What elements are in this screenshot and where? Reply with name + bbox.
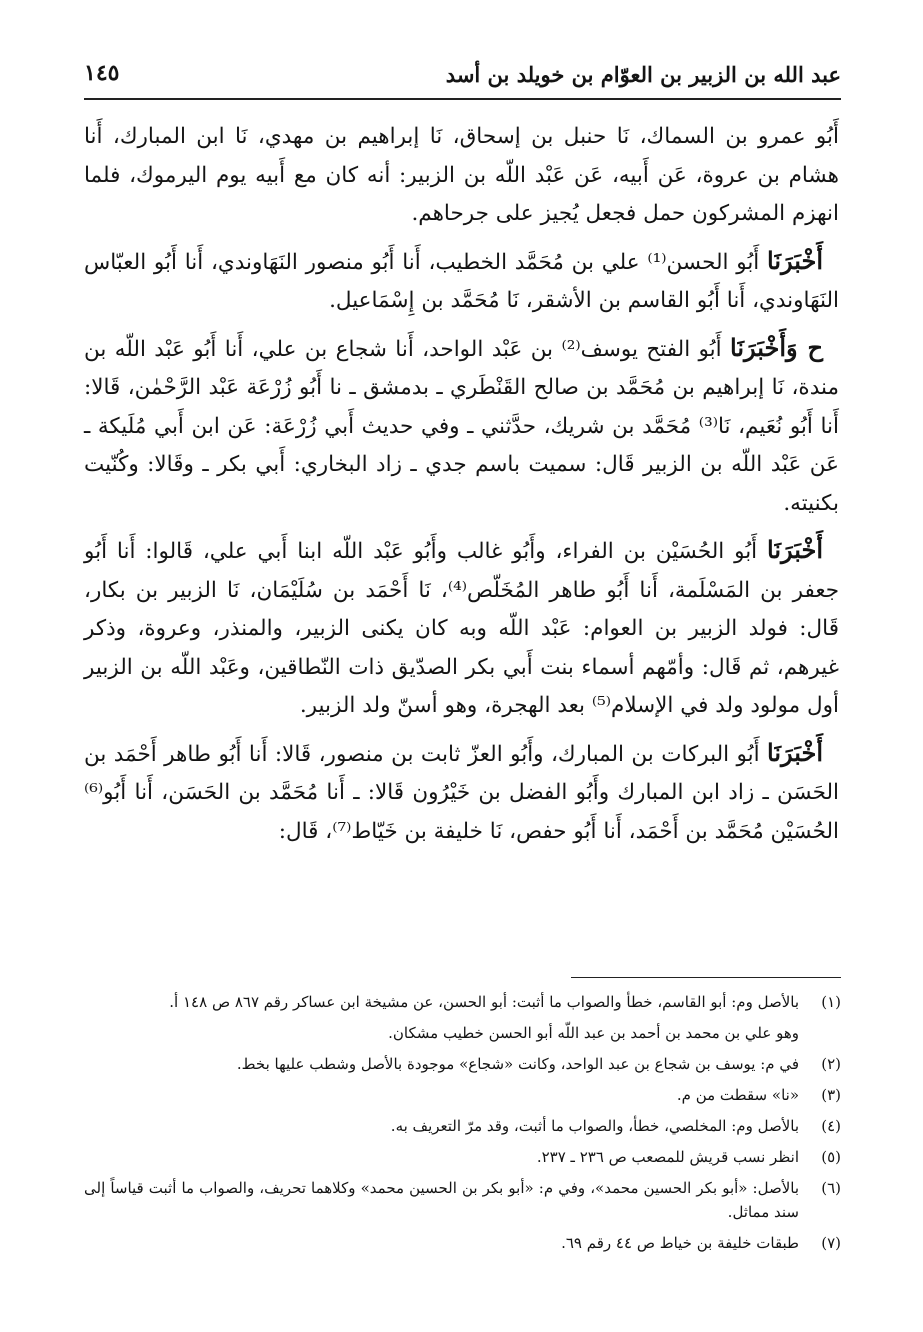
footnote-continuation: وهو علي بن محمد بن أحمد بن عبد اللّه أبو الحسن خطيب مشكان.	[388, 1024, 799, 1042]
footnote-rule	[571, 977, 841, 978]
paragraph	[84, 531, 839, 726]
footnote-number: (٤)	[821, 1117, 841, 1135]
running-header	[84, 58, 841, 94]
footnote-number: (٦)	[821, 1179, 841, 1197]
footnote	[84, 1114, 841, 1138]
paragraph	[84, 734, 839, 852]
footnote-number: (٥)	[821, 1148, 841, 1166]
footnote-number: (٧)	[821, 1234, 841, 1252]
footnote-text: بالأصل: «أبو بكر الحسين محمد»، وفي م: «أبو بكر بن الحسين محمد» وكلاهما تحريف، والصواب ما أثبت قياساً إلى سند مماثل.	[84, 1179, 799, 1221]
footnote-text: «نا» سقطت من م.	[676, 1086, 799, 1104]
footnote-text: بالأصل وم: المخلصي، خطأ، والصواب ما أثبت، وقد مرّ التعريف به.	[390, 1117, 799, 1135]
paragraph-text: أَبُو الحسن⁽¹⁾ علي بن مُحَمَّد الخطيب، أَنا أَبُو منصور النَهَاوندي، أَنا أَبُو العبّاس النَهَاوندي، أَنا أَبُو القاسم بن الأشقر، نَا مُحَمَّد بن إِسْمَاعيل.	[84, 249, 839, 313]
footnote	[84, 1145, 841, 1169]
paragraph	[84, 329, 839, 524]
paragraph-text: أَبُو عمرو بن السماك، نَا حنبل بن إسحاق، نَا إبراهيم بن مهدي، نَا ابن المبارك، أَنا هشام بن عروة، عَن أَبيه، عَن عَبْد اللّه بن الزبير: أنه كان مع أَبيه يوم اليرموك، فلما انهزم المشركون حمل فجعل يُجيز على جرحاهم.	[84, 124, 839, 226]
footnote-number: (١)	[821, 993, 841, 1011]
running-title: عبد الله بن الزبير بن العوّام بن خويلد بن أسد	[445, 62, 841, 87]
footnote-number: (٢)	[821, 1055, 841, 1073]
footnote	[84, 1083, 841, 1107]
paragraph-text: أَبُو البركات بن المبارك، وأَبُو العزّ ثابت بن منصور، قَالا: أَنا أَبُو طاهر أَحْمَد بن الحَسَن ـ زاد ابن المبارك وأَبُو الفضل بن خَيْرُون قَالا: ـ أَنا مُحَمَّد بن الحَسَن، أَنا أَبُو⁽⁶⁾ الحُسَيْن مُحَمَّد بن أَحْمَد، أَنا أَبُو حفص، نَا خليفة بن خَيّاط⁽⁷⁾، قَال:	[84, 741, 839, 844]
paragraph-text: أَبُو الحُسَيْن بن الفراء، وأَبُو غالب وأَبُو عَبْد اللّه ابنا أَبي علي، قَالوا: أَنا أَبُو جعفر بن المَسْلَمة، أَنا أَبُو طاهر المُخَلّص⁽⁴⁾، نَا أَحْمَد بن سُلَيْمَان، نَا الزبير بن بكار، قَال: فولد الزبير بن العوام: عَبْد اللّه وبه كان يكنى الزبير، والمنذر، وعروة، وذكر غيرهم، ثم قَال: وأمّهم أسماء بنت أَبي بكر الصدّيق ذات النّطاقين، وعَبْد اللّه بن الزبير أول مولود ولد في الإسلام⁽⁵⁾ بعد الهجرة، وهو أسنّ ولد الزبير.	[84, 539, 839, 718]
footnotes	[84, 990, 841, 1262]
footnote-text: انظر نسب قريش للمصعب ص ٢٣٦ ـ ٢٣٧.	[536, 1148, 799, 1166]
isnad-keyword: ح وَأَخْبَرَنَا	[730, 332, 824, 362]
header-rule	[84, 98, 841, 100]
footnote-text: طبقات خليفة بن خياط ص ٤٤ رقم ٦٩.	[561, 1234, 799, 1252]
footnote-text: في م: يوسف بن شجاع بن عبد الواحد، وكانت «شجاع» موجودة بالأصل وشطب عليها بخط.	[236, 1055, 799, 1073]
footnote	[84, 1176, 841, 1224]
isnad-keyword: أَخْبَرَنَا	[767, 535, 823, 564]
footnote-number: (٣)	[821, 1086, 841, 1104]
isnad-keyword: أَخْبَرَنَا	[767, 245, 823, 275]
footnote-text: بالأصل وم: أبو القاسم، خطأ والصواب ما أثبت: أبو الحسن، عن مشيخة ابن عساكر رقم ٨٦٧ ص ١٤٨ أ.	[169, 993, 799, 1011]
footnote	[84, 1231, 841, 1255]
page-number: ١٤٥	[84, 60, 120, 86]
paragraph-text: أَبُو الفتح يوسف⁽²⁾ بن عَبْد الواحد، أَنا شجاع بن علي، أَنا أَبُو عَبْد اللّه بن مندة، نَا إبراهيم بن مُحَمَّد بن صالح القَنْطَري ـ بدمشق ـ نا أَبُو زُرْعَة عَبْد الرَّحْمٰن، قَالا: أَنا أَبُو نُعَيم، نَا⁽³⁾ مُحَمَّد بن شريك، حدَّثني ـ وفي حديث أَبي زُرْعَة: عَن ابن أَبي مُلَيكة ـ عَن عَبْد اللّه بن الزبير قَال: سميت باسم جدي ـ زاد البخاري: أَبي بكر ـ وقَالا: وكُنّيت بكنيته.	[84, 336, 839, 516]
paragraph	[84, 118, 839, 234]
main-text	[84, 118, 839, 859]
paragraph	[84, 242, 839, 321]
footnote	[84, 1052, 841, 1076]
isnad-keyword: أَخْبَرَنَا	[767, 737, 823, 767]
footnote	[84, 990, 841, 1014]
